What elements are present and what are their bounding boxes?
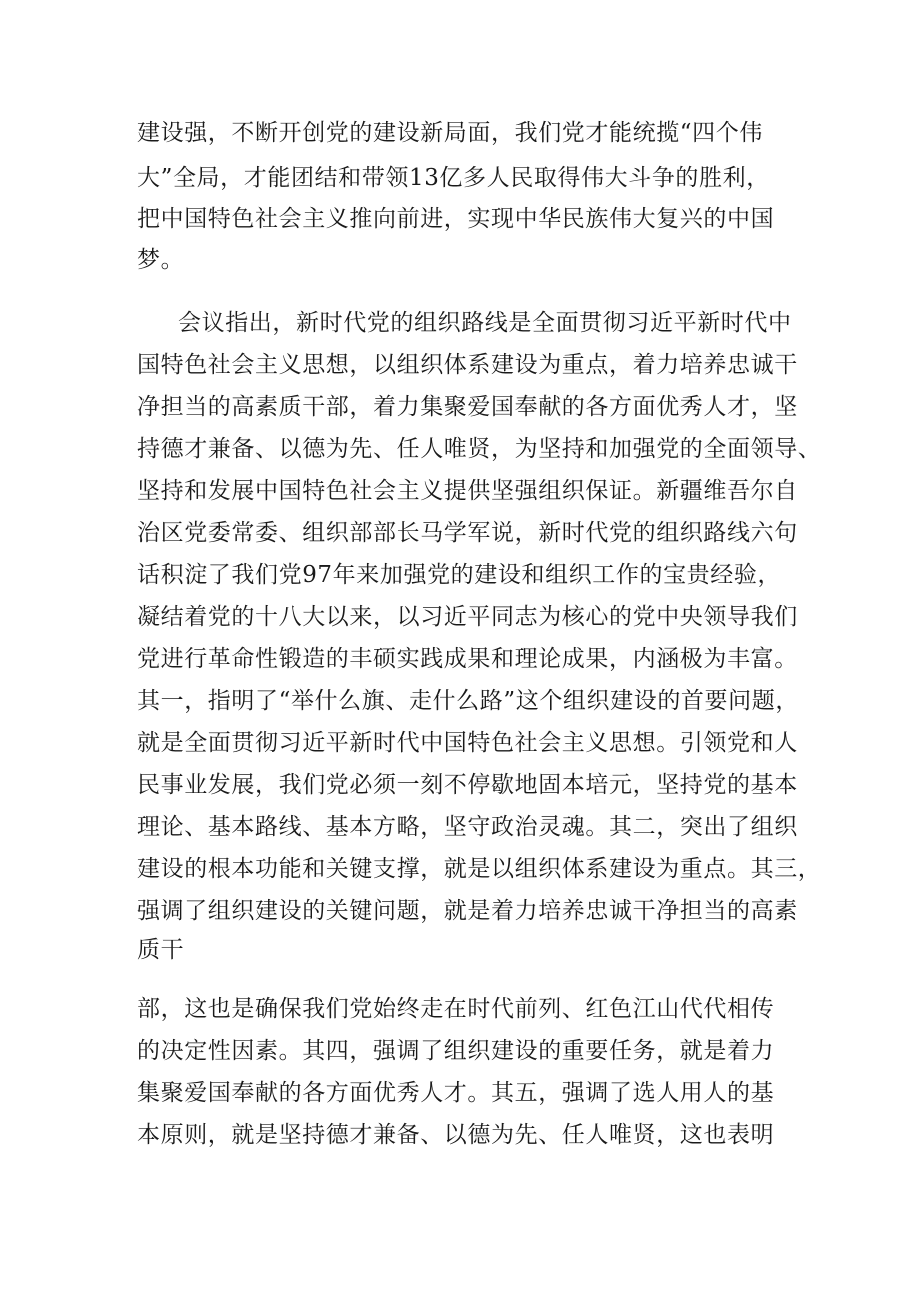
- text-line: 部，这也是确保我们党始终走在时代前列、红色江山代代相传: [137, 996, 775, 1022]
- text-line: 凝结着党的十八大以来，以习近平同志为核心的党中央领导我们: [137, 604, 798, 630]
- text-line: 把中国特色社会主义推向前进，实现中华民族伟大复兴的中国: [137, 206, 775, 232]
- text-line: 集聚爱国奉献的各方面优秀人才。其五，强调了选人用人的基: [137, 1080, 775, 1106]
- text-line: 民事业发展，我们党必须一刻不停歇地固本培元，坚持党的基本: [137, 772, 798, 798]
- text-line: 梦。: [137, 247, 185, 273]
- text-line: 持德才兼备、以德为先、任人唯贤，为坚持和加强党的全面领导、: [137, 436, 822, 462]
- text-line: 的决定性因素。其四，强调了组织建设的重要任务，就是着力: [137, 1038, 775, 1064]
- text-line: 净担当的高素质干部，着力集聚爱国奉献的各方面优秀人才，坚: [137, 394, 798, 420]
- text-line: 治区党委常委、组织部部长马学军说，新时代党的组织路线六句: [137, 520, 798, 546]
- text-line: 会议指出，新时代党的组织路线是全面贯彻习近平新时代中: [178, 310, 792, 336]
- text-line: 就是全面贯彻习近平新时代中国特色社会主义思想。引领党和人: [137, 730, 798, 756]
- text-line: 坚持和发展中国特色社会主义提供坚强组织保证。新疆维吾尔自: [137, 478, 798, 504]
- text-line: 本原则，就是坚持德才兼备、以德为先、任人唯贤，这也表明: [137, 1122, 775, 1148]
- text-line: 国特色社会主义思想，以组织体系建设为重点，着力培养忠诚干: [137, 352, 798, 378]
- text-line: 建设强，不断开创党的建设新局面，我们党才能统揽“四个伟: [137, 120, 763, 146]
- text-line: 理论、基本路线、基本方略，坚守政治灵魂。其二，突出了组织: [137, 814, 798, 840]
- text-line: 建设的根本功能和关键支撑，就是以组织体系建设为重点。其三，: [137, 856, 822, 882]
- text-line: 话积淀了我们党97年来加强党的建设和组织工作的宝贵经验，: [137, 562, 782, 588]
- text-line: 强调了组织建设的关键问题，就是着力培养忠诚干净担当的高素: [137, 898, 798, 924]
- text-line: 质干: [137, 937, 185, 963]
- text-line: 大”全局，才能团结和带领13亿多人民取得伟大斗争的胜利，: [137, 165, 770, 191]
- text-line: 党进行革命性锻造的丰硕实践成果和理论成果，内涵极为丰富。: [137, 646, 798, 672]
- text-line: 其一，指明了“举什么旗、走什么路”这个组织建设的首要问题，: [137, 688, 799, 714]
